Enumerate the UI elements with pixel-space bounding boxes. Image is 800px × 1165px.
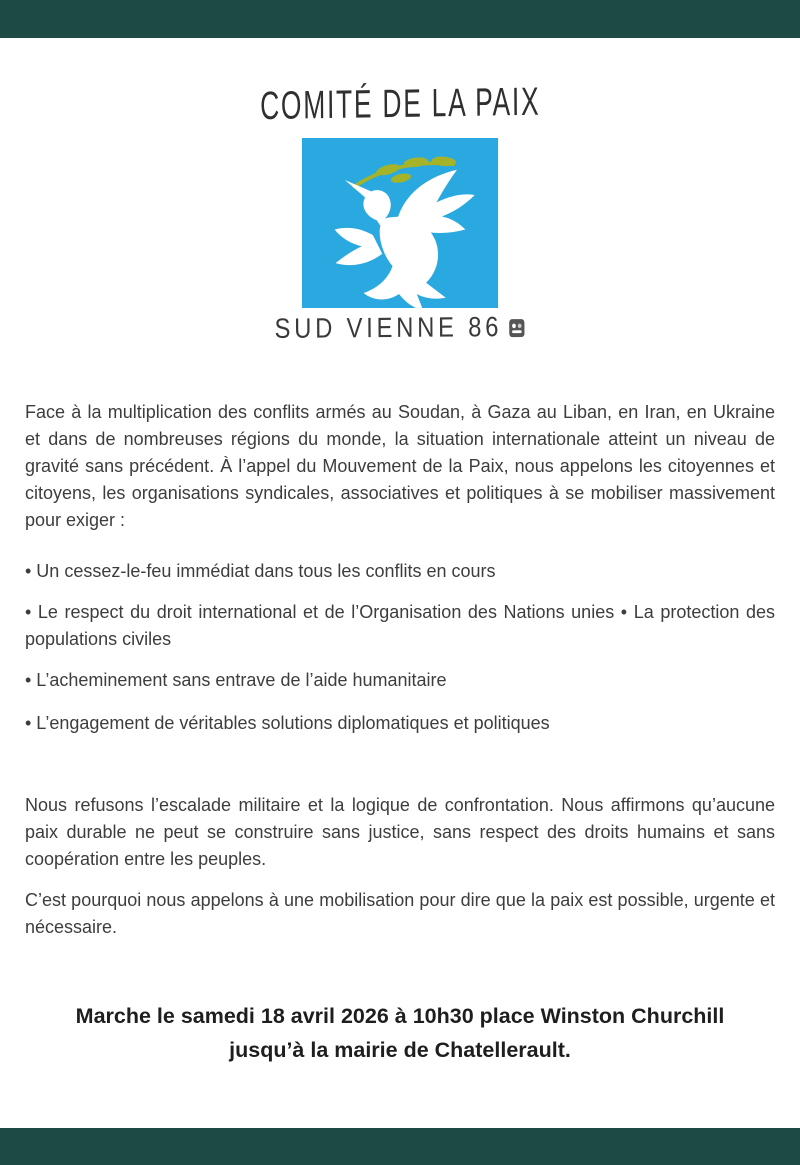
bottom-bar (0, 1128, 800, 1165)
march-announcement: Marche le samedi 18 avril 2026 à 10h30 place Winston Churchill jusqu’à la mairie de Chatellerault. (75, 1004, 725, 1062)
paragraph-call: C’est pourquoi nous appelons à une mobilisation pour dire que la paix est possible, urgente et nécessaire. (25, 890, 775, 937)
bullet-humanitarian-aid: • L’acheminement sans entrave de l’aide humanitaire (25, 670, 447, 690)
logo-title: COMITÉ DE LA PAIX (259, 80, 541, 129)
paragraph-refusal: Nous refusons l’escalade militaire et la logique de confrontation. Nous affirmons qu’aucune paix durable ne peut se construire sans justice, sans respect des droits humains et sans coopération entre les peuples. (25, 795, 775, 869)
bullet-ceasefire: • Un cessez-le-feu immédiat dans tous les conflits en cours (25, 561, 496, 581)
paragraph-intro: Face à la multiplication des conflits armés au Soudan, à Gaza au Liban, en Iran, en Ukraine et dans de nombreuses régions du monde, la situation internationale atteint un niveau de gravité sans précédent. À l’appel du Mouvement de la Paix, nous appelons les citoyennes et citoyens, les organisations syndicales, associatives et politiques à se mobiliser massivement pour exiger : (25, 402, 775, 530)
body-text (0, 399, 800, 1067)
logo-subtitle (275, 311, 526, 346)
bullet-international-law: • Le respect du droit international et de l’Organisation des Nations unies • La protection des populations civiles (25, 602, 775, 649)
top-bar (0, 0, 800, 38)
logo-subtitle-text: SUD VIENNE 86 (274, 311, 503, 345)
logo-block (0, 38, 800, 343)
bullet-diplomatic-solutions: • L’engagement de véritables solutions diplomatiques et politiques (25, 713, 550, 733)
dept-86-emblem-icon (508, 317, 525, 337)
dove-logo (301, 138, 499, 308)
dove-icon (301, 138, 499, 308)
